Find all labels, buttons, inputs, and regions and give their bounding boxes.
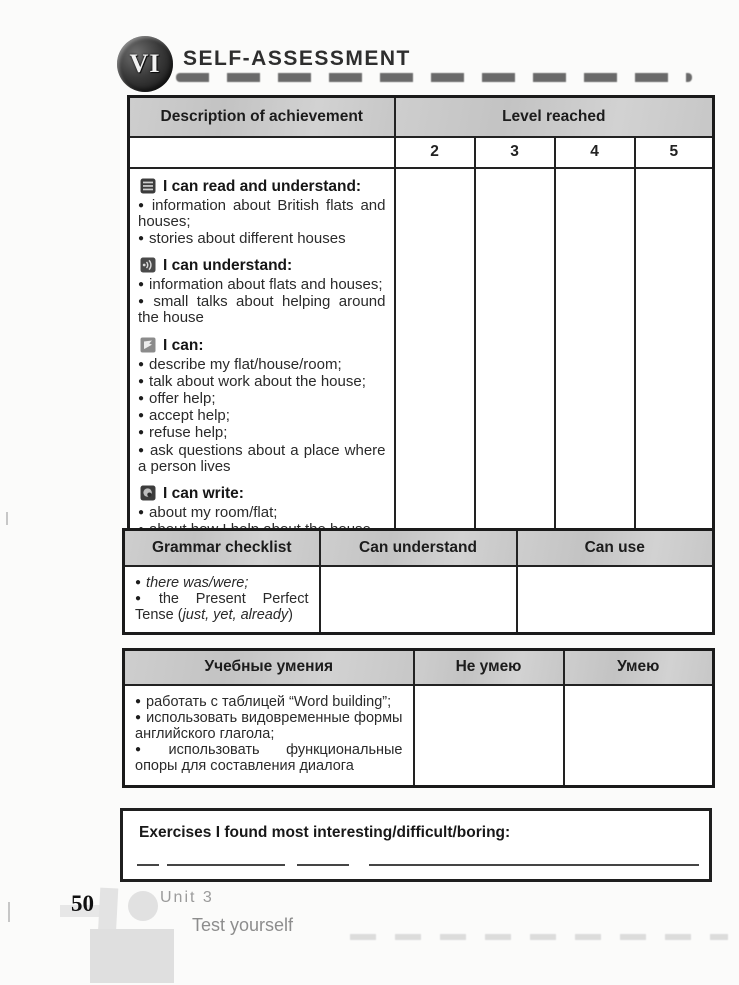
assessment-body-row: [129, 168, 714, 545]
col-header-can-understand: Can understand: [320, 530, 517, 566]
section-number-text: VI: [129, 49, 161, 78]
reading-section: [138, 178, 386, 248]
level-5-answer-cell: [635, 168, 714, 545]
skill-item: ● describe my flat/house/room;: [138, 355, 342, 373]
bullet-icon: ●: [138, 199, 147, 211]
col-header-level-reached: Level reached: [395, 97, 714, 137]
bullet-icon: ●: [138, 358, 145, 370]
skill-item: ● information about flats and houses;: [138, 276, 383, 294]
skills-header-row: [124, 650, 714, 685]
unit-label: Unit 3: [160, 889, 214, 906]
bullet-icon: ●: [138, 506, 145, 518]
bullet-icon: ●: [135, 744, 164, 756]
exercises-box: [120, 808, 712, 882]
skills-item: ● работать с таблицей “Word building”;: [135, 693, 392, 710]
listening-section-title: [138, 257, 386, 275]
learning-skills-table: [122, 648, 715, 788]
speaking-icon: [140, 337, 156, 353]
level-2-header: 2: [395, 137, 475, 168]
skills-body-row: [124, 685, 714, 787]
bullet-icon: ●: [135, 695, 142, 707]
self-assessment-table: [127, 95, 715, 546]
level-4-header: 4: [555, 137, 635, 168]
can-use-answer-cell: [517, 566, 714, 634]
skill-item: ● refuse help;: [138, 424, 228, 442]
skill-item: ● about my room/flat;: [138, 503, 278, 521]
write-in-line: [137, 864, 699, 866]
grammar-body-row: [124, 566, 714, 634]
exercises-label: Exercises I found most interesting/difficult/boring:: [139, 824, 511, 841]
bullet-icon: ●: [135, 593, 154, 605]
speaking-title-text: I can:: [163, 336, 204, 354]
speaking-section-title: [138, 337, 386, 355]
writing-icon: [140, 485, 156, 501]
level-4-answer-cell: [555, 168, 635, 545]
footer-dashes-decoration: [350, 934, 728, 940]
listening-title-text: I can understand:: [163, 257, 293, 275]
can-answer-cell: [564, 685, 714, 787]
grammar-header-row: [124, 530, 714, 566]
col-header-can-use: Can use: [517, 530, 714, 566]
bullet-icon: ●: [138, 375, 145, 387]
level-5-header: 5: [635, 137, 714, 168]
empty-cell: [129, 137, 395, 168]
skill-item: ● ask questions about a place where a person lives: [138, 441, 386, 475]
assessment-header-row: [129, 97, 714, 137]
bullet-icon: ●: [135, 712, 142, 724]
bullet-icon: ●: [138, 279, 145, 291]
scan-artifact: [6, 512, 8, 525]
section-number-badge: [117, 36, 173, 92]
scan-artifact: [8, 902, 10, 922]
level-3-header: 3: [475, 137, 555, 168]
skill-item: ● offer help;: [138, 390, 216, 407]
page-title: SELF-ASSESSMENT: [183, 47, 411, 70]
bullet-icon: ●: [138, 444, 145, 456]
grammar-items-cell: [124, 566, 320, 634]
footer-subtitle: Test yourself: [192, 915, 294, 935]
col-header-cannot: Не умею: [414, 650, 564, 685]
skills-items-cell: [124, 685, 414, 787]
skills-item: ● использовать видовременные формы английского глагола;: [135, 710, 403, 742]
skill-item: ● accept help;: [138, 407, 230, 425]
writing-section-title: [138, 485, 386, 503]
grammar-item: ● the Present Perfect Tense (just, yet, already): [135, 591, 309, 623]
col-header-description: Description of achievement: [129, 97, 395, 137]
reading-section-title: [138, 178, 386, 196]
skill-item: ● talk about work about the house;: [138, 372, 366, 390]
listening-section: [138, 257, 386, 327]
page-number: 50: [71, 891, 94, 916]
col-header-grammar-checklist: Grammar checklist: [124, 530, 320, 566]
level-numbers-row: [129, 137, 714, 168]
reading-icon: [140, 178, 156, 194]
writing-title-text: I can write:: [163, 484, 244, 502]
skill-item: ● information about British flats and houses;: [138, 196, 386, 230]
skills-item: ● использовать функциональные опоры для составления диалога: [135, 742, 403, 775]
bullet-icon: ●: [138, 393, 145, 404]
listening-icon: [140, 257, 156, 273]
title-underline-decoration: [176, 73, 692, 82]
bullet-icon: ●: [138, 296, 149, 308]
level-2-answer-cell: [395, 168, 475, 545]
grammar-item: ● there was/were;: [135, 574, 249, 591]
bullet-icon: ●: [138, 410, 145, 422]
skill-item: ● small talks about helping around the house: [138, 293, 386, 327]
skill-item: ● stories about different houses: [138, 229, 346, 247]
reading-title-text: I can read and understand:: [163, 177, 362, 195]
speaking-section: [138, 337, 386, 475]
col-header-can: Умею: [564, 650, 714, 685]
bullet-icon: ●: [138, 427, 145, 439]
col-header-skills: Учебные умения: [124, 650, 414, 685]
achievements-cell: [129, 168, 395, 545]
level-3-answer-cell: [475, 168, 555, 545]
bullet-icon: ●: [135, 576, 142, 588]
cannot-answer-cell: [414, 685, 564, 787]
grammar-checklist-table: [122, 528, 715, 635]
can-understand-answer-cell: [320, 566, 517, 634]
bullet-icon: ●: [138, 232, 145, 244]
